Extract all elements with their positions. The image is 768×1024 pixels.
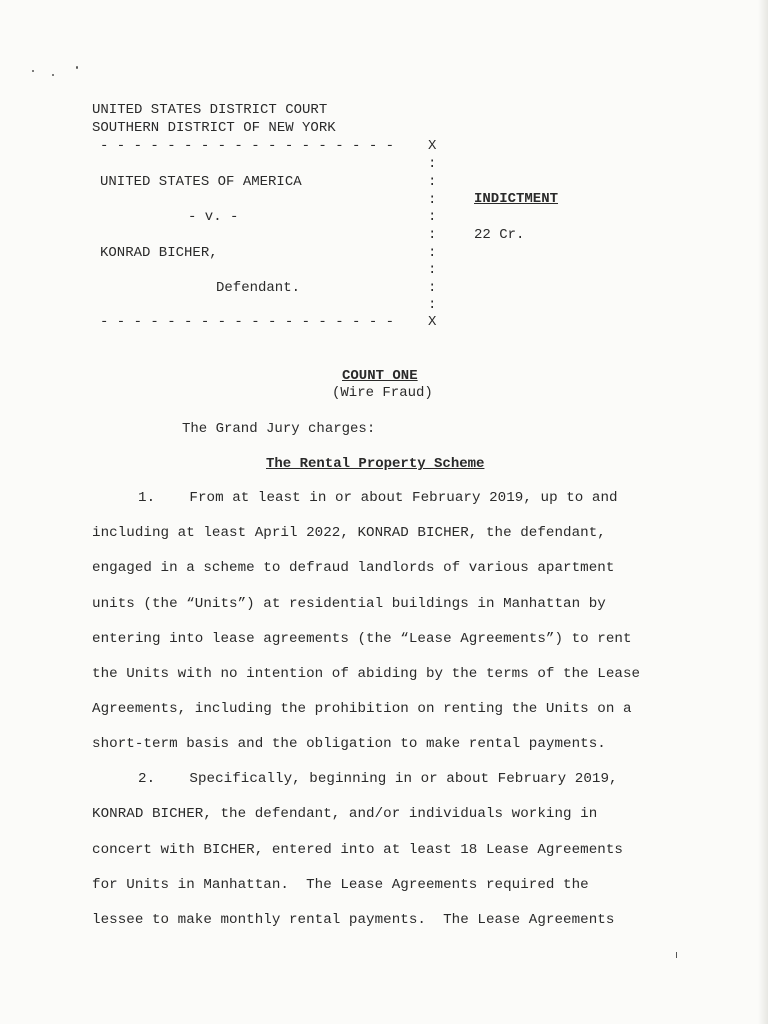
caption-colon: : bbox=[428, 262, 437, 278]
defendant-name: KONRAD BICHER, bbox=[100, 245, 218, 261]
caption-colon: : bbox=[428, 227, 437, 243]
paragraph-line: 1. From at least in or about February 2019, up to and bbox=[138, 490, 618, 506]
court-name-line1: UNITED STATES DISTRICT COURT bbox=[92, 102, 328, 118]
caption-x-bottom: X bbox=[428, 314, 437, 330]
caption-colon: : bbox=[428, 192, 437, 208]
paragraph-line: KONRAD BICHER, the defendant, and/or individuals working in bbox=[92, 806, 598, 822]
paragraph-line: Agreements, including the prohibition on renting the Units on a bbox=[92, 701, 632, 717]
paragraph-line: 2. Specifically, beginning in or about February 2019, bbox=[138, 771, 618, 787]
caption-colon: : bbox=[428, 209, 437, 225]
grand-jury-intro: The Grand Jury charges: bbox=[182, 421, 376, 437]
caption-colon: : bbox=[428, 156, 437, 172]
caption-dash-line-top: - - - - - - - - - - - - - - - - - - bbox=[100, 138, 395, 154]
caption-dash-line-bottom: - - - - - - - - - - - - - - - - - - bbox=[100, 314, 395, 330]
scan-edge-shadow bbox=[758, 0, 768, 1024]
scan-speck bbox=[76, 66, 78, 69]
paragraph-line: concert with BICHER, entered into at least 18 Lease Agreements bbox=[92, 842, 623, 858]
paragraph-line: short-term basis and the obligation to make rental payments. bbox=[92, 736, 606, 752]
paragraph-line: the Units with no intention of abiding by the terms of the Lease bbox=[92, 666, 641, 682]
count-title: COUNT ONE bbox=[342, 368, 418, 384]
count-subtitle: (Wire Fraud) bbox=[332, 385, 433, 401]
indictment-title: INDICTMENT bbox=[474, 191, 559, 207]
scan-speck bbox=[676, 952, 677, 958]
caption-colon: : bbox=[428, 280, 437, 296]
paragraph-line: units (the “Units”) at residential buildings in Manhattan by bbox=[92, 596, 606, 612]
paragraph-line: engaged in a scheme to defraud landlords of various apartment bbox=[92, 560, 615, 576]
scan-speck bbox=[32, 70, 34, 72]
paragraph-line: lessee to make monthly rental payments. The Lease Agreements bbox=[92, 912, 615, 928]
section-heading: The Rental Property Scheme bbox=[266, 456, 485, 472]
caption-colon: : bbox=[428, 174, 437, 190]
defendant-role: Defendant. bbox=[216, 280, 301, 296]
caption-x-top: X bbox=[428, 138, 437, 154]
plaintiff-name: UNITED STATES OF AMERICA bbox=[100, 174, 302, 190]
case-number: 22 Cr. bbox=[474, 227, 525, 243]
paragraph-line: entering into lease agreements (the “Lease Agreements”) to rent bbox=[92, 631, 632, 647]
paragraph-line: for Units in Manhattan. The Lease Agreements required the bbox=[92, 877, 589, 893]
scan-speck bbox=[52, 74, 54, 76]
caption-colon: : bbox=[428, 245, 437, 261]
versus-text: - v. - bbox=[188, 209, 239, 225]
caption-colon: : bbox=[428, 297, 437, 313]
paragraph-line: including at least April 2022, KONRAD BICHER, the defendant, bbox=[92, 525, 606, 541]
court-name-line2: SOUTHERN DISTRICT OF NEW YORK bbox=[92, 120, 336, 136]
